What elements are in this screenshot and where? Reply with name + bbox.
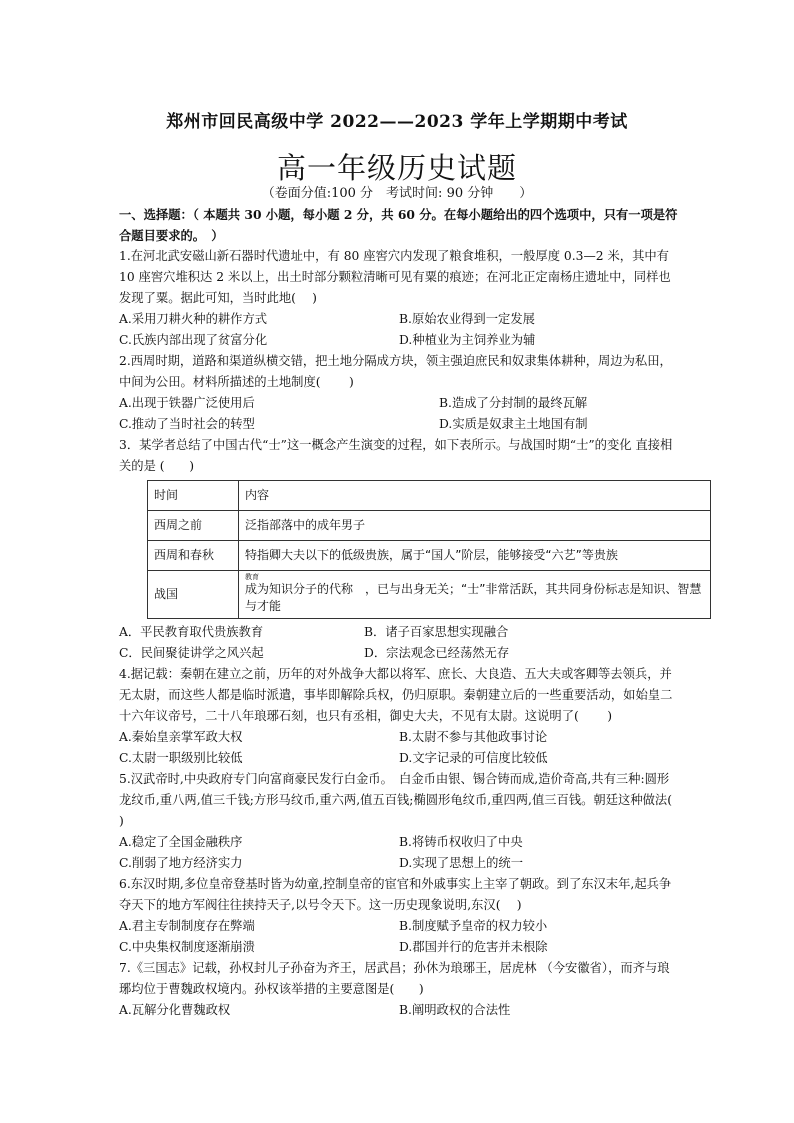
question-4-stem: 4.据记载：秦朝在建立之前，历年的对外战争大都以将军、庶长、大良造、五大夫或客卿等去领兵，并无太尉，而这些人都是临时派遣，事毕即解除兵权，仍归原职。秦朝建立后的一些重要活动，如始皇二十六年议帝号，二十八年琅琊石刻，也只有丞相，御史大夫，不见有太尉。这说明了( ) (119, 667, 673, 723)
option-a: A.采用刀耕火种的耕作方式 (119, 312, 268, 326)
option-a: A.出现于铁器广泛使用后 (119, 396, 255, 410)
option-c: C.氏族内部出现了贫富分化 (119, 333, 268, 347)
question-6-stem: 6.东汉时期,多位皇帝登基时皆为幼童,控制皇帝的宦官和外戚事实上主宰了朝政。到了东汉末年,起兵争夺天下的地方军阀往往挟持天子,以号令天下。这一历史现象说明,东汉( ) (119, 877, 672, 912)
option-b: B.造成了分封制的最终瓦解 (439, 396, 588, 410)
option-a: A.君主专制制度存在弊端 (119, 919, 255, 933)
option-b: B.太尉不参与其他政事讨论 (399, 730, 548, 744)
question-6-options-row1 (119, 916, 679, 937)
option-a: A.秦始皇亲掌军政大权 (119, 730, 243, 744)
page-title: 高一年级历史试题 (276, 151, 517, 185)
table-cell: 泛指部落中的成年男子 (239, 511, 711, 541)
table-header-row (148, 481, 711, 511)
option-d: D.郡国并行的危害并未根除 (399, 940, 548, 954)
question-5-options-row1 (119, 832, 679, 853)
question-3-options-row1 (119, 622, 679, 643)
question-2-options-row2 (119, 414, 679, 435)
option-b: B．诸子百家思想实现融合 (364, 625, 509, 639)
question-5-options-row2 (119, 853, 679, 874)
question-3-options-row2 (119, 643, 679, 664)
option-c: C．民间聚徒讲学之风兴起 (119, 646, 264, 660)
table-row (148, 511, 711, 541)
option-c: C.推动了当时社会的转型 (119, 417, 255, 431)
option-d: D．宗法观念已经荡然无存 (364, 646, 510, 660)
option-a: A．平民教育取代贵族教育 (119, 625, 264, 639)
table-cell: 西周之前 (148, 511, 239, 541)
school-exam-line: 郑州市回民高级中学 2022——2023 学年上学期期中考试 (166, 112, 628, 132)
table-header-cell: 时间 (148, 481, 239, 511)
question-1-options-row2 (119, 330, 679, 351)
option-a: A.稳定了全国金融秩序 (119, 835, 243, 849)
option-b: B.将铸币权收归了中央 (399, 835, 523, 849)
table-cell (239, 571, 711, 619)
option-d: D.实现了思想上的统一 (399, 856, 524, 870)
table-cell: 战国 (148, 571, 239, 619)
exam-content (119, 204, 702, 1021)
option-c: C.削弱了地方经济实力 (119, 856, 243, 870)
table-header-cell: 内容 (239, 481, 711, 511)
question-4-options-row1 (119, 727, 679, 748)
table-cell-text: 成为知识分子的代称 ，已与出身无关；“士”非常活跃，其共同身份标志是知识、智慧与才能 (245, 582, 702, 613)
question-2-stem: 2.西周时期，道路和渠道纵横交错，把土地分隔成方块，领主强迫庶民和奴隶集体耕种，周边为私田，中间为公田。材料所描述的土地制度( ) (119, 354, 672, 389)
table-cell: 西周和春秋 (148, 541, 239, 571)
question-2-options-row1 (119, 393, 679, 414)
table-cell: 特指卿大夫以下的低级贵族，属于“国人”阶层，能够接受“六艺”等贵族 (239, 541, 711, 571)
question-7-stem: 7.《三国志》记载，孙权封儿子孙奋为齐王，居武昌；孙休为琅琊王，居虎林 （今安徽省），而齐与琅琊均位于曹魏政权境内。孙权该举措的主要意图是( ) (119, 961, 670, 996)
option-b: B.制度赋予皇帝的权力较小 (399, 919, 548, 933)
option-d: D.文字记录的可信度比较低 (399, 751, 548, 765)
section-heading: 一、选择题：（ 本题共 30 小题，每小题 2 分，共 60 分。在每小题给出的四个选项中，只有一项是符合题目要求的。 ） (119, 207, 678, 243)
option-b: B.阐明政权的合法性 (399, 1003, 511, 1017)
question-1-stem: 1.在河北武安磁山新石器时代遗址中，有 80 座窖穴内发现了粮食堆积，一般厚度 0.3—2 米，其中有 10 座窖穴堆积达 2 米以上，出土时部分颗粒清晰可见有粟的痕迹；在河北正定南杨庄遗址中，同样也发现了粟。据此可知，当时此地( ) (119, 249, 671, 305)
option-c: C.太尉一职级别比较低 (119, 751, 243, 765)
option-c: C.中央集权制度逐渐崩溃 (119, 940, 255, 954)
question-7-options-row1 (119, 1000, 679, 1021)
option-d: D.实质是奴隶主土地国有制 (439, 417, 588, 431)
exam-meta: （卷面分值:100 分 考试时间: 90 分钟 ） (261, 186, 533, 201)
table-row (148, 541, 711, 571)
question-5-stem: 5.汉武帝时,中央政府专门向富商豪民发行白金币。 白金币由银、锡合铸而成,造价奇高,共有三种:圆形龙纹币,重八两,值三千钱;方形马纹币,重六两,值五百钱;椭圆形龟纹币,重四两,值三百钱。朝廷这种做法( ) (119, 772, 689, 828)
option-d: D.种植业为主饲养业为辅 (399, 333, 536, 347)
question-3-stem: 3．某学者总结了中国古代“士”这一概念产生演变的过程，如下表所示。与战国时期“士”的变化 直接相关的是 ( ) (119, 438, 673, 473)
question-6-options-row2 (119, 937, 679, 958)
option-b: B.原始农业得到一定发展 (399, 312, 535, 326)
question-1-options-row1 (119, 309, 679, 330)
question-4-options-row2 (119, 748, 679, 769)
option-a: A.瓦解分化曹魏政权 (119, 1003, 231, 1017)
table-annotation: 教育 (245, 573, 259, 581)
question-3-table (147, 480, 711, 619)
table-row (148, 571, 711, 619)
